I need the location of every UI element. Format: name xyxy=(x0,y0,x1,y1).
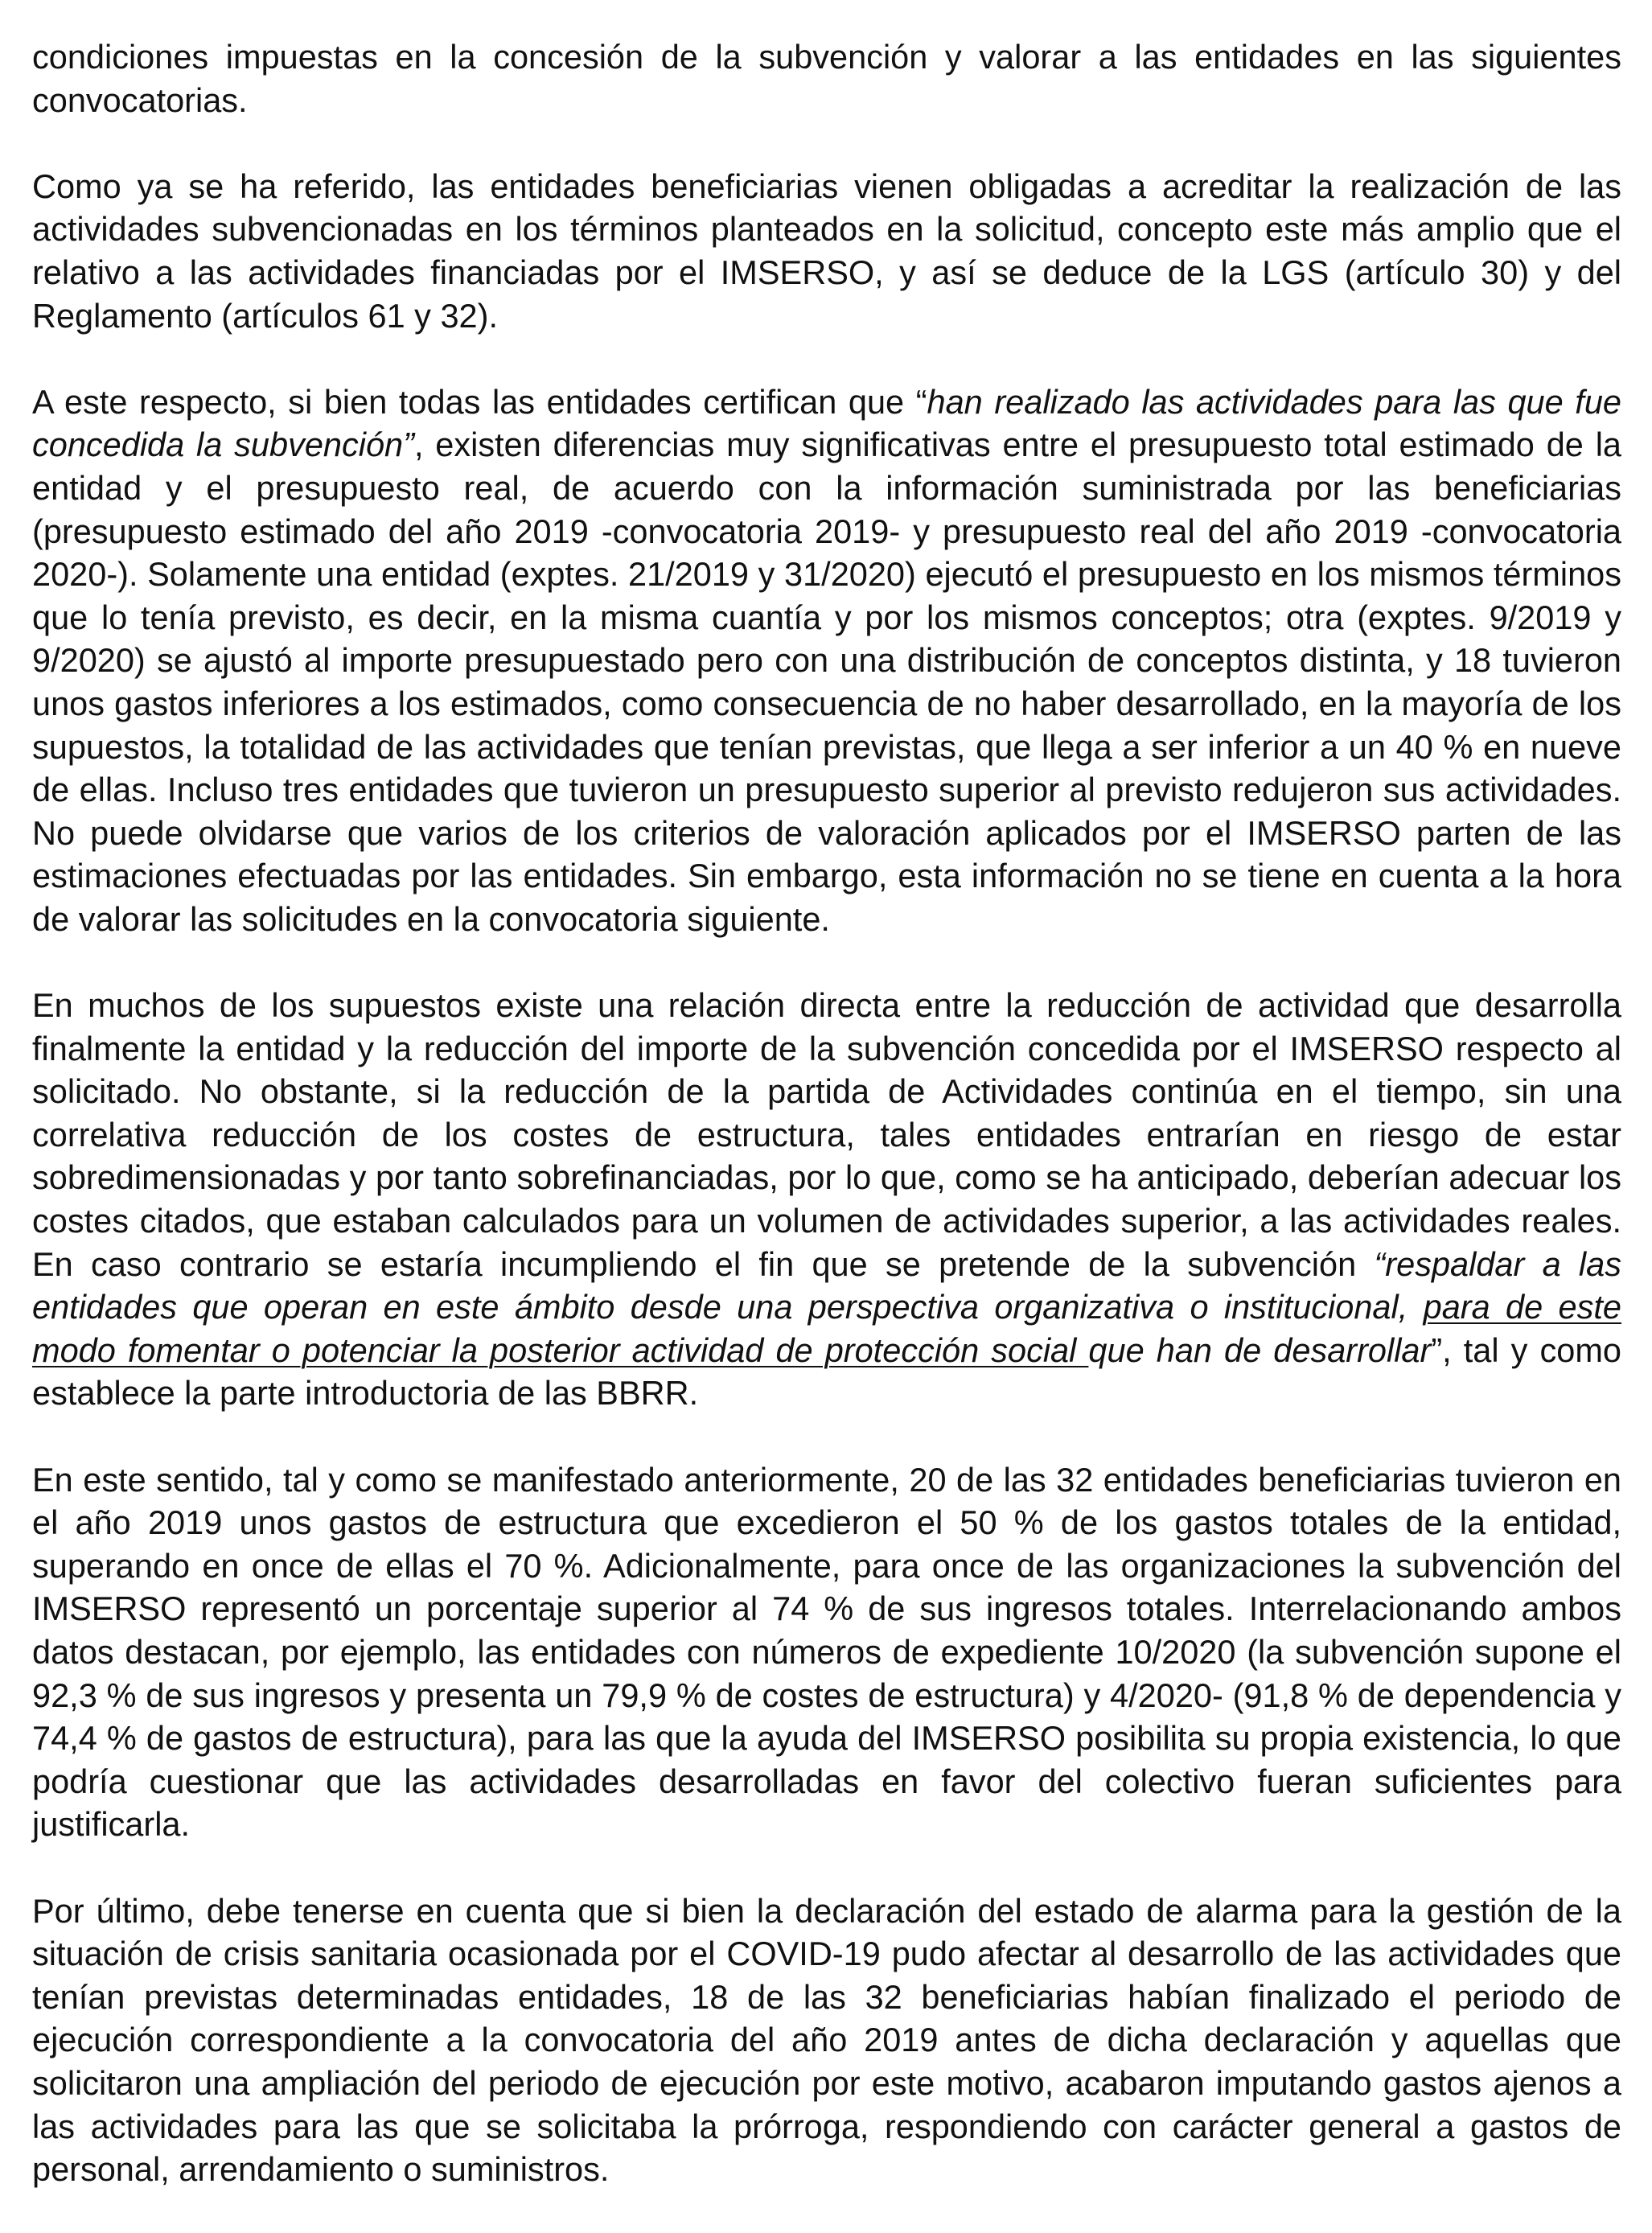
paragraph-6 xyxy=(32,1890,1621,2191)
paragraph-4-quote-b: que han de desarrollar xyxy=(1088,1330,1432,1369)
paragraph-6-text: Por último, debe tenerse en cuenta que si bien la declaración del estado de alarma para la gestión de la situación de crisis sanitaria ocasionada por el COVID-19 pudo afectar al desarrollo de las actividades que tenían previstas determinadas entidades, 18 de las 32 beneficiarias habían finalizado el periodo de ejecución correspondiente a la convocatoria del año 2019 antes de dicha declaración y aquellas que solicitaron una ampliación del periodo de ejecución por este motivo, acabaron imputando gastos ajenos a las actividades para las que se solicitaba la prórroga, respondiendo con carácter general a gastos de personal, arrendamiento o suministros. xyxy=(32,1891,1621,2189)
paragraph-4-text-a: En muchos de los supuestos existe una relación directa entre la reducción de actividad que desarrolla finalmente la entidad y la reducción del importe de la subvención concedida por el IMSERSO respecto al solicitado. No obstante, si la reducción de la partida de Actividades continúa en el tiempo, sin una correlativa reducción de los costes de estructura, tales entidades entrarían en riesgo de estar sobredimensionadas y por tanto sobrefinanciadas, por lo que, como se ha anticipado, deberían adecuar los costes citados, que estaban calculados para un volumen de actividades superior, a las actividades reales. En caso contrario se estaría incumpliendo el fin que se pretende de la subvención xyxy=(32,986,1621,1283)
paragraph-3-quote: han realizado las actividades para las que fue concedida la subvención” xyxy=(32,382,1621,464)
paragraph-1-text: condiciones impuestas en la concesión de la subvención y valorar a las entidades en las siguientes convocatorias. xyxy=(32,38,1621,119)
paragraph-5 xyxy=(32,1458,1621,1846)
paragraph-5-text: En este sentido, tal y como se manifestado anteriormente, 20 de las 32 entidades beneficiarias tuvieron en el año 2019 unos gastos de estructura que excedieron el 50 % de los gastos totales de la entidad, superando en once de ellas el 70 %. Adicionalmente, para once de las organizaciones la subvención del IMSERSO representó un porcentaje superior al 74 % de sus ingresos totales. Interrelacionando ambos datos destacan, por ejemplo, las entidades con números de expediente 10/2020 (la subvención supone el 92,3 % de sus ingresos y presenta un 79,9 % de costes de estructura) y 4/2020- (91,8 % de dependencia y 74,4 % de gastos de estructura), para las que la ayuda del IMSERSO posibilita su propia existencia, lo que podría cuestionar que las actividades desarrolladas en favor del colectivo fueran suficientes para justificarla. xyxy=(32,1460,1621,1844)
document-page xyxy=(32,35,1621,2191)
paragraph-4-text-b: ”, tal y como establece la parte introductoria de las BBRR. xyxy=(32,1330,1621,1413)
paragraph-1 xyxy=(32,35,1621,121)
paragraph-4-quote-a: “respaldar a las entidades que operan en este ámbito desde una perspectiva organizativa o institucional, xyxy=(32,1244,1621,1326)
paragraph-2 xyxy=(32,165,1621,337)
paragraph-4 xyxy=(32,984,1621,1415)
paragraph-4-quote-underlined: para de este modo fomentar o potenciar la posterior actividad de protección social xyxy=(32,1288,1621,1369)
paragraph-3-text-b: , existen diferencias muy significativas entre el presupuesto total estimado de la entidad y el presupuesto real, de acuerdo con la información suministrada por las beneficiarias (presupuesto estimado del año 2019 -convocatoria 2019- y presupuesto real del año 2019 -convocatoria 2020-). Solamente una entidad (exptes. 21/2019 y 31/2020) ejecutó el presupuesto en los mismos términos que lo tenía previsto, es decir, en la misma cuantía y por los mismos conceptos; otra (exptes. 9/2019 y 9/2020) se ajustó al importe presupuestado pero con una distribución de conceptos distinta, y 18 tuvieron unos gastos inferiores a los estimados, como consecuencia de no haber desarrollado, en la mayoría de los supuestos, la totalidad de las actividades que tenían previstas, que llega a ser inferior a un 40 % en nueve de ellas. Incluso tres entidades que tuvieron un presupuesto superior al previsto redujeron sus actividades. No puede olvidarse que varios de los criterios de valoración aplicados por el IMSERSO parten de las estimaciones efectuadas por las entidades. Sin embargo, esta información no se tiene en cuenta a la hora de valorar las solicitudes en la convocatoria siguiente. xyxy=(32,426,1621,938)
paragraph-3 xyxy=(32,380,1621,941)
paragraph-3-text-a: A este respecto, si bien todas las entidades certifican que “ xyxy=(32,382,927,421)
paragraph-2-text: Como ya se ha referido, las entidades beneficiarias vienen obligadas a acreditar la realización de las actividades subvencionadas en los términos planteados en la solicitud, concepto este más amplio que el relativo a las actividades financiadas por el IMSERSO, y así se deduce de la LGS (artículo 30) y del Reglamento (artículos 61 y 32). xyxy=(32,167,1621,335)
